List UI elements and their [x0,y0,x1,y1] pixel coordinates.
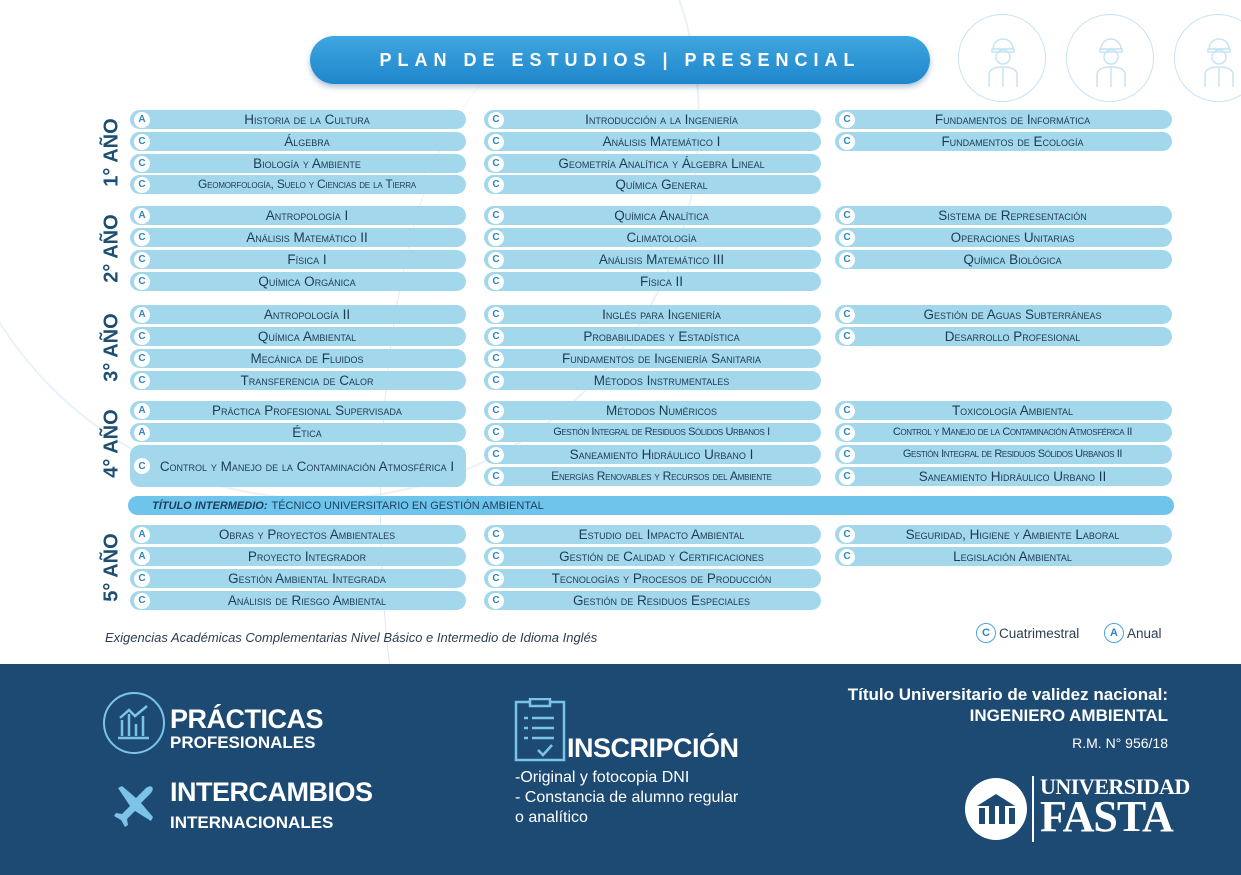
subject-name: Análisis Matemático III [598,252,725,267]
quarterly-badge-icon: C [488,230,504,246]
quarterly-badge-icon: C [134,571,150,587]
subject-pill [130,154,466,173]
quarterly-badge-icon: C [488,307,504,323]
list-item: - Constancia de alumno regular [515,789,739,806]
subject-name: Ética [292,425,322,440]
subject-name: Estudio del Impacto Ambiental [578,527,745,542]
clipboard-icon [514,698,566,767]
page-title: PLAN DE ESTUDIOS | PRESENCIAL [310,36,930,84]
subject-pill [484,305,821,324]
quarterly-badge-icon: C [488,208,504,224]
subject-pill [130,272,466,291]
annual-badge-icon: A [1104,623,1124,643]
subject-name: Toxicología Ambiental [951,403,1074,418]
subject-name: Métodos Numéricos [605,403,718,418]
subject-pill [835,525,1172,544]
quarterly-badge-icon: C [839,134,855,150]
subject-pill [130,110,466,129]
subject-name: Química Orgánica [258,274,356,289]
year-label: 5° AÑO [100,532,123,602]
subject-name: Práctica Profesional Supervisada [212,403,402,418]
quarterly-badge-icon: C [839,329,855,345]
bar-chart-icon [103,692,165,754]
subject-pill [484,250,821,269]
quarterly-badge-icon: C [839,307,855,323]
subject-name: Geometría Analítica y Álgebra Lineal [558,156,765,171]
subject-name: Saneamiento Hidráulico Urbano I [569,447,754,462]
subject-pill [484,132,821,151]
subject-name: Energías Renovables y Recursos del Ambiente [551,469,772,483]
legend-quarterly [976,623,1079,643]
subject-name: Análisis Matemático II [246,230,368,245]
subject-pill [484,175,821,194]
subject-name: Álgebra [284,134,330,149]
subject-name: Legislación Ambiental [953,549,1072,564]
quarterly-badge-icon: C [488,571,504,587]
subject-name: Gestión Integral de Residuos Sólidos Urbanos II [902,448,1123,460]
subject-pill [835,305,1172,324]
quarterly-badge-icon: C [488,373,504,389]
subject-pill [835,445,1172,464]
subject-name: Fundamentos de Informática [934,112,1091,127]
subject-pill [130,175,466,194]
subject-pill [130,401,466,420]
subject-name: Saneamiento Hidráulico Urbano II [918,469,1107,484]
subject-pill [484,525,821,544]
subject-pill [484,272,821,291]
subject-pill [130,250,466,269]
subject-pill [484,228,821,247]
subject-pill [484,467,821,486]
year-label: 1° AÑO [100,117,123,187]
quarterly-badge-icon: C [134,156,150,172]
university-logo-icon [965,778,1027,840]
legend-annual [1104,623,1162,643]
subject-name: Climatología [626,230,697,245]
subject-pill [835,547,1172,566]
subject-pill [835,132,1172,151]
subject-name: Gestión Ambiental Integrada [228,571,386,586]
subject-pill [484,547,821,566]
quarterly-badge-icon: C [134,373,150,389]
subject-name: Química Ambiental [257,329,357,344]
quarterly-badge-icon: C [488,425,504,441]
annual-badge-icon: A [134,425,150,441]
subject-name: Química Analítica [614,208,709,223]
quarterly-badge-icon: C [839,469,855,485]
logo-divider [1032,776,1034,842]
subject-name: Seguridad, Higiene y Ambiente Laboral [905,527,1120,542]
subject-name: Gestión Integral de Residuos Sólidos Urbanos I [553,426,770,438]
annual-badge-icon: A [134,549,150,565]
inscripcion-list [515,768,738,828]
subject-pill [484,327,821,346]
quarterly-badge-icon: C [839,208,855,224]
subject-name: Análisis de Riesgo Ambiental [227,593,387,608]
subject-name: Introducción a la Ingeniería [585,112,738,127]
subject-name: Gestión de Aguas Subterráneas [923,307,1102,322]
intermediate-value: TÉCNICO UNIVERSITARIO EN GESTIÓN AMBIENTAL [271,499,544,512]
subject-pill [130,206,466,225]
quarterly-badge-icon: C [134,252,150,268]
subject-name: Mecánica de Fluidos [250,351,364,366]
year-label: 2° AÑO [100,213,123,283]
quarterly-badge-icon: C [839,447,855,463]
subject-pill [130,228,466,247]
quarterly-badge-icon: C [839,527,855,543]
quarterly-badge-icon: C [839,252,855,268]
quarterly-badge-icon: C [134,351,150,367]
quarterly-badge-icon: C [134,593,150,609]
quarterly-badge-icon: C [839,112,855,128]
subject-pill [130,569,466,588]
subject-name: Física I [287,252,327,267]
annual-badge-icon: A [134,112,150,128]
airplane-icon [110,778,160,833]
subject-name: Física II [639,274,683,289]
subject-pill [130,349,466,368]
footnote: Exigencias Académicas Complementarias Nivel Básico e Intermedio de Idioma Inglés [105,630,598,645]
intermediate-title-bar [128,496,1174,515]
quarterly-badge-icon: C [488,134,504,150]
quarterly-badge-icon: C [134,230,150,246]
subject-pill [130,327,466,346]
subject-name: Biología y Ambiente [253,156,361,171]
subject-pill [130,305,466,324]
subject-pill [130,371,466,390]
quarterly-badge-icon: C [839,425,855,441]
subject-name: Química General [615,177,708,192]
quarterly-badge-icon: C [134,177,150,193]
practicas-title: PRÁCTICAS [170,704,324,734]
intercambios-subtitle: INTERNACIONALES [170,813,334,832]
quarterly-badge-icon: C [839,230,855,246]
subject-pill [835,423,1172,442]
subject-pill [130,423,466,442]
quarterly-badge-icon: C [976,623,996,643]
quarterly-badge-icon: C [488,112,504,128]
quarterly-badge-icon: C [488,252,504,268]
subject-name: Química Biológica [963,252,1062,267]
subject-name: Fundamentos de Ingeniería Sanitaria [562,351,761,366]
quarterly-badge-icon: C [488,549,504,565]
engineer-icon [958,14,1046,102]
engineer-icon [1066,14,1154,102]
subject-name: Control y Manejo de la Contaminación Atmosférica I [159,458,455,474]
intermediate-label: TÍTULO INTERMEDIO: [152,499,268,512]
subject-pill [484,349,821,368]
annual-badge-icon: A [134,208,150,224]
quarterly-badge-icon: C [488,403,504,419]
subject-pill [835,467,1172,486]
subject-pill [835,250,1172,269]
practicas-subtitle: PROFESIONALES [170,733,316,752]
subject-pill [484,445,821,464]
subject-name: Historia de la Cultura [244,112,370,127]
quarterly-badge-icon: C [839,403,855,419]
subject-name: Fundamentos de Ecología [941,134,1084,149]
subject-name: Análisis Matemático I [602,134,721,149]
subject-name: Métodos Instrumentales [593,373,730,388]
subject-name: Inglés para Ingeniería [602,307,721,322]
subject-pill [484,569,821,588]
quarterly-badge-icon: C [488,351,504,367]
resolution-number: R.M. N° 956/18 [1072,735,1168,751]
subject-pill [130,547,466,566]
subject-pill [130,445,466,487]
subject-pill [835,228,1172,247]
subject-name: Antropología II [263,307,351,322]
subject-pill [484,110,821,129]
subject-name: Gestión de Calidad y Certificaciones [559,549,764,564]
subject-pill [484,206,821,225]
subject-pill [835,327,1172,346]
subject-pill [484,401,821,420]
quarterly-badge-icon: C [488,177,504,193]
subject-name: Probabilidades y Estadística [583,329,740,344]
year-label: 3° AÑO [100,312,123,382]
intercambios-title: INTERCAMBIOS [170,777,373,807]
subject-name: Antropología I [265,208,349,223]
subject-name: Geomorfología, Suelo y Ciencias de la Tierra [198,177,416,191]
quarterly-badge-icon: C [488,527,504,543]
subject-name: Operaciones Unitarias [950,230,1075,245]
quarterly-badge-icon: C [488,329,504,345]
quarterly-badge-icon: C [488,593,504,609]
quarterly-badge-icon: C [839,549,855,565]
subject-name: Sistema de Representación [938,208,1087,223]
degree-title [848,684,1168,726]
quarterly-badge-icon: C [488,274,504,290]
annual-badge-icon: A [134,307,150,323]
logo-text-fasta: FASTA [1040,792,1173,841]
degree-title-line: Título Universitario de validez nacional: [847,685,1168,704]
engineer-icon [1174,14,1241,102]
subject-name: Transferencia de Calor [240,373,374,388]
subject-name: Desarrollo Profesional [944,329,1081,344]
annual-badge-icon: A [134,527,150,543]
subject-name: Tecnologías y Procesos de Producción [551,571,772,586]
subject-pill [835,206,1172,225]
logo-text-universidad: UNIVERSIDAD [1040,774,1190,799]
subject-pill [835,401,1172,420]
subject-pill [130,132,466,151]
quarterly-badge-icon: C [488,447,504,463]
quarterly-badge-icon: C [134,458,150,474]
subject-name: Control y Manejo de la Contaminación Atmosférica II [892,426,1133,438]
year-label: 4° AÑO [100,408,123,478]
quarterly-badge-icon: C [134,134,150,150]
subject-pill [130,591,466,610]
list-item: -Original y fotocopia DNI [515,769,690,786]
subject-name: Gestión de Residuos Especiales [572,593,751,608]
list-item: o analítico [515,809,588,826]
subject-name: Proyecto Integrador [247,549,367,564]
subject-pill [130,525,466,544]
quarterly-badge-icon: C [134,274,150,290]
subject-pill [484,371,821,390]
quarterly-badge-icon: C [488,469,504,485]
quarterly-badge-icon: C [488,156,504,172]
legend-label: Cuatrimestral [999,625,1080,641]
annual-badge-icon: A [134,403,150,419]
subject-pill [484,591,821,610]
legend-label: Anual [1127,625,1162,641]
subject-pill [835,110,1172,129]
quarterly-badge-icon: C [134,329,150,345]
subject-pill [484,423,821,442]
inscripcion-title: INSCRIPCIÓN [567,733,739,763]
subject-pill [484,154,821,173]
degree-name: INGENIERO AMBIENTAL [969,706,1168,725]
subject-name: Obras y Proyectos Ambientales [218,527,396,542]
footer [0,664,1241,875]
